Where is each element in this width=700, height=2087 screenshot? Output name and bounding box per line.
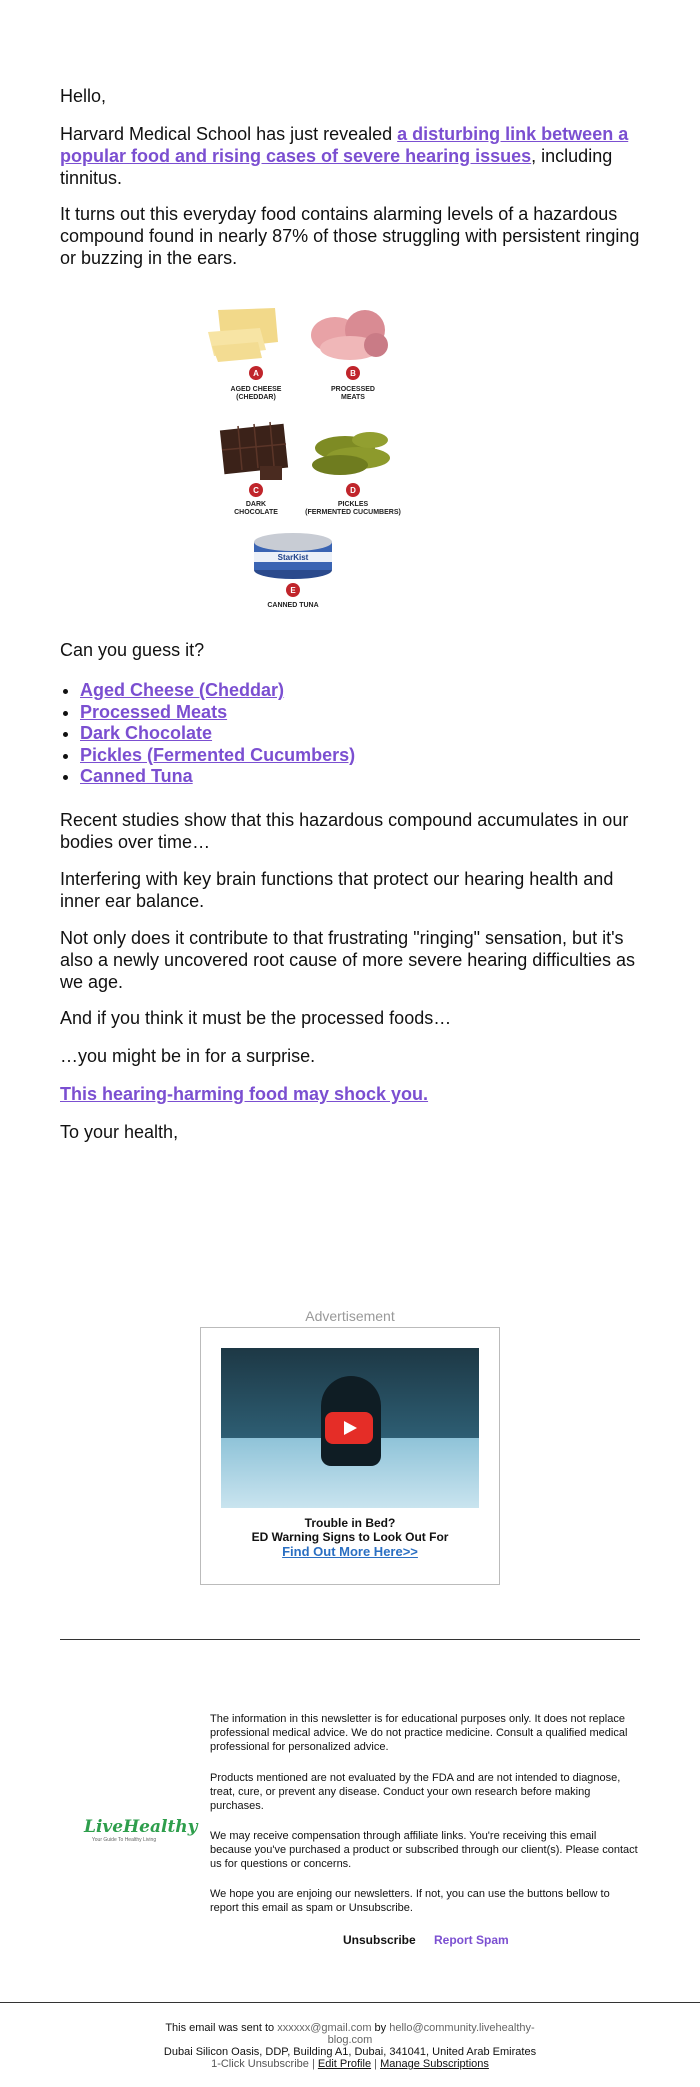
divider — [60, 1639, 640, 1640]
label-c-line2: CHOCOLATE — [234, 509, 278, 516]
label-c-line1: DARK — [245, 501, 267, 508]
body-paragraph-3: Not only does it contribute to that frustrating "ringing" sensation, but it's also a newly uncovered root cause of more severe hearing difficulties as we age. — [60, 928, 635, 992]
livehealthy-logo — [84, 1817, 198, 1843]
compound-paragraph: It turns out this everyday food contains alarming levels of a hazardous compound found in nearly 87% of those struggling with persistent ringing or buzzing in the ears. — [60, 204, 640, 268]
footer-links — [150, 2058, 550, 2070]
list-item — [80, 745, 355, 767]
guess-prompt: Can you guess it? — [60, 640, 205, 660]
logo-text: LiveHealthy — [84, 1817, 198, 1837]
intro-text-before: Harvard Medical School has just revealed — [60, 124, 398, 144]
ad-title-line2: ED Warning Signs to Look Out For — [251, 1530, 449, 1544]
label-b-line1: PROCESSED — [331, 386, 375, 393]
badge-c-letter: C — [253, 486, 259, 495]
list-item — [80, 702, 355, 724]
separator: | — [308, 2058, 318, 2070]
sent-to-line — [150, 2022, 550, 2046]
cta-paragraph — [60, 1083, 428, 1105]
advertisement-label: Advertisement — [305, 1308, 395, 1324]
intro-link[interactable]: a disturbing link between a popular food and rising cases of severe hearing issues — [60, 124, 629, 166]
manage-subscriptions-link[interactable]: Manage Subscriptions — [380, 2058, 489, 2070]
badge-e-letter: E — [290, 586, 296, 595]
ad-find-out-link[interactable]: Find Out More Here>> — [282, 1544, 418, 1559]
report-spam-button[interactable]: Report Spam — [434, 1933, 509, 1947]
label-a-line1: AGED CHEESE — [230, 386, 282, 393]
option-dark-chocolate[interactable]: Dark Chocolate — [80, 723, 213, 743]
body-paragraph-4: And if you think it must be the processed foods… — [60, 1008, 452, 1028]
label-d-line1: PICKLES — [337, 501, 369, 508]
advertisement-box[interactable] — [200, 1327, 500, 1585]
sent-by-word: by — [371, 2022, 390, 2034]
list-item — [80, 766, 355, 788]
intro-text-after: , including tinnitus. — [60, 146, 613, 188]
list-item — [80, 723, 355, 745]
cta-link[interactable]: This hearing-harming food may shock you. — [60, 1084, 429, 1104]
disclaimer-1: The information in this newsletter is for educational purposes only. It does not replace professional medical advice. We do not practice medicine. Consult a qualified medical professional for personalized advice. — [210, 1713, 628, 1753]
option-pickles[interactable]: Pickles (Fermented Cucumbers) — [80, 744, 356, 765]
meats-image — [311, 310, 388, 360]
one-click-unsubscribe[interactable]: 1-Click Unsubscribe — [211, 2058, 309, 2070]
food-options-list — [60, 680, 355, 788]
disclaimer-2: Products mentioned are not evaluated by the FDA and are not intended to diagnose, treat, cure, or prevent any disease. Conduct your own research before making purchases. — [210, 1772, 621, 1812]
cheese-image — [208, 308, 278, 362]
disclaimer-3: We may receive compensation through affiliate links. You're receiving this email because you've purchased a product or subscribed through our client(s). Please contact us for questions or concerns. — [210, 1830, 638, 1870]
badge-d-letter: D — [350, 486, 356, 495]
option-canned-tuna[interactable]: Canned Tuna — [80, 766, 193, 786]
option-processed-meats[interactable]: Processed Meats — [80, 701, 228, 722]
label-d-line2: (FERMENTED CUCUMBERS) — [305, 509, 401, 516]
sent-to-prefix: This email was sent to — [165, 2022, 278, 2034]
chocolate-image — [220, 422, 288, 480]
body-paragraph-2: Interfering with key brain functions that protect our hearing health and inner ear balance. — [60, 869, 614, 911]
label-a-line2: (CHEDDAR) — [236, 394, 276, 401]
tuna-brand: StarKist — [277, 553, 309, 562]
badge-a-letter: A — [253, 369, 259, 378]
option-aged-cheese[interactable]: Aged Cheese (Cheddar) — [80, 680, 285, 700]
badge-b-letter: B — [350, 369, 356, 378]
play-icon[interactable] — [325, 1412, 373, 1444]
signoff: To your health, — [60, 1122, 179, 1142]
foods-image[interactable] — [140, 290, 440, 615]
recipient-email: xxxxxx@gmail.com — [277, 2022, 372, 2034]
postal-address: Dubai Silicon Oasis, DDP, Building A1, Dubai, 341041, United Arab Emirates — [163, 2046, 537, 2058]
separator: | — [371, 2058, 381, 2070]
sender-email: hello@community.livehealthy-blog.com — [327, 2022, 535, 2046]
body-paragraph-5: …you might be in for a surprise. — [60, 1046, 316, 1066]
body-paragraph-1: Recent studies show that this hazardous compound accumulates in our bodies over time… — [60, 810, 629, 852]
greeting: Hello, — [60, 86, 107, 106]
footer-divider — [0, 2002, 700, 2003]
label-b-line2: MEATS — [341, 394, 365, 401]
disclaimer-4: We hope you are enjoing our newsletters. If not, you can use the buttons bellow to report this email as spam or Unsubscribe. — [210, 1888, 610, 1914]
intro-paragraph — [60, 123, 640, 189]
list-item — [80, 680, 355, 702]
ad-title-line1: Trouble in Bed? — [304, 1516, 396, 1530]
edit-profile-link[interactable]: Edit Profile — [317, 2058, 372, 2070]
logo-tagline: Your Guide To Healthy Living — [91, 1837, 157, 1843]
ad-video-thumbnail[interactable] — [221, 1348, 479, 1508]
label-e-line1: CANNED TUNA — [267, 602, 319, 609]
pickles-image — [312, 432, 390, 475]
unsubscribe-button[interactable]: Unsubscribe — [343, 1933, 416, 1947]
